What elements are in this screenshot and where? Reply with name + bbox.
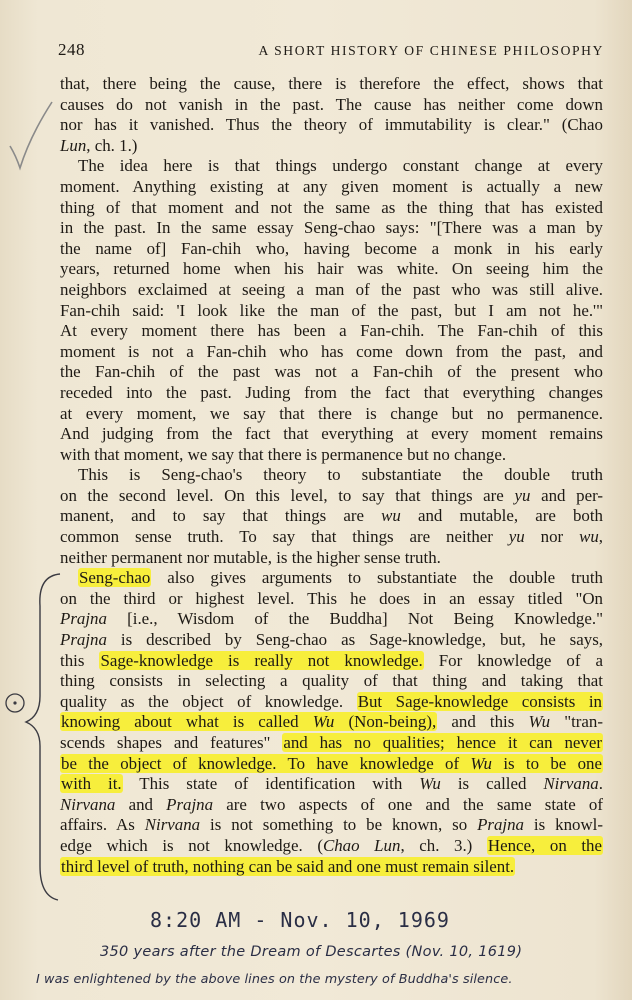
text-line: manent, and to say that things are wu and mutable, are both — [60, 506, 603, 526]
highlight: be the object of knowledge. To have knowledge of Wu is to be one — [61, 753, 603, 773]
text-line — [60, 857, 603, 878]
text-line: At every moment there has been a Fan-chih. The Fan-chih of this — [60, 321, 603, 341]
text-line: scends shapes and features" and has no qualities; hence it can never — [60, 733, 602, 752]
text-line: This is Seng-chao's theory to substantiate the double truth — [78, 465, 603, 485]
text-line: neighbors exclaimed at seeing a man of the past who was still alive. — [60, 279, 603, 299]
highlight: third level of truth, nothing can be said and one must remain silent. — [61, 856, 515, 876]
text-line: that, there being the cause, there is therefore the effect, shows that — [60, 74, 603, 93]
handwritten-time: 8:20 AM - Nov. 10, 1969 — [150, 908, 450, 932]
text-line: knowing about what is called Wu (Non-being), and this Wu "tran- — [61, 712, 603, 732]
highlight: and has no qualities; hence it can never — [283, 733, 602, 752]
highlight: Seng-chao — [79, 568, 151, 588]
text-line: Seng-chao also gives arguments to substantiate the double truth — [79, 568, 603, 588]
text-line: The idea here is that things undergo constant change at every — [78, 156, 603, 176]
text-line: neither permanent nor mutable, is the higher sense truth. — [60, 547, 441, 567]
text-line: at every moment, we say that there is change but no permanence. — [60, 403, 603, 423]
handwritten-line-2: 350 years after the Dream of Descartes (Nov. 10, 1619) — [100, 944, 523, 960]
text-line: nor has it vanished. Thus the theory of immutability is clear." (Chao — [60, 115, 603, 135]
page-header — [58, 40, 604, 60]
text-line: on the third or highest level. This he does in an essay titled "On — [60, 588, 603, 608]
text-line: years, returned home when his hair was white. On seeing him the — [60, 259, 603, 279]
text-line: affairs. As Nirvana is not something to be known, so Prajna is knowl- — [60, 815, 603, 835]
text-line: on the second level. On this level, to say that things are yu and per- — [60, 485, 603, 505]
text-line: causes do not vanish in the past. The cause has neither come down — [60, 94, 603, 114]
circled-dot-icon — [2, 690, 28, 716]
text-line: the Fan-chih of the past was not a Fan-chih of the present who — [60, 362, 603, 382]
text-line: Prajna [i.e., Wisdom of the Buddha] Not Being Knowledge." — [60, 609, 603, 629]
left-brace-icon — [18, 566, 64, 906]
text-line: Lun, ch. 1.) — [60, 135, 138, 155]
highlight: But Sage-knowledge consists in — [357, 691, 603, 711]
text-line: with that moment, we say that there is permanence but no change. — [60, 444, 507, 464]
highlight: with it. — [61, 774, 122, 794]
page-number: 248 — [58, 40, 85, 59]
text-line: Fan-chih said: 'I look like the man of the past, but I am not he.'" — [60, 300, 603, 320]
highlight: Sage-knowledge is really not knowledge. — [100, 650, 423, 670]
text-line: Prajna is described by Seng-chao as Sage-knowledge, but, he says, — [60, 630, 603, 650]
check-mark-icon — [4, 96, 56, 176]
text-line: with it. This state of identification with Wu is called Nirvana. — [61, 774, 603, 794]
running-title: A SHORT HISTORY OF CHINESE PHILOSOPHY — [258, 43, 604, 58]
text-line: thing consists in selecting a quality of that thing and taking that — [60, 671, 603, 691]
highlight: knowing about what is called Wu (Non-being), — [61, 712, 437, 732]
text-line — [60, 754, 603, 775]
text-line: this Sage-knowledge is really not knowledge. For knowledge of a — [60, 650, 603, 670]
text-line: Nirvana and Prajna are two aspects of one and the same state of — [60, 794, 603, 814]
text-line: moment. Anything existing at any given moment is actually a new — [60, 176, 603, 196]
handwritten-line-3: I was enlightened by the above lines on the mystery of Buddha's silence. — [36, 972, 513, 987]
text-line: quality as the object of knowledge. But Sage-knowledge consists in — [60, 691, 603, 711]
text-line: And judging from the fact that everything at every moment remains — [60, 424, 603, 444]
body-text — [60, 74, 603, 877]
highlight: Hence, on the — [487, 835, 602, 855]
text-line: edge which is not knowledge. (Chao Lun, ch. 3.) Hence, on the — [60, 835, 602, 855]
text-line: moment is not a Fan-chih who has come down from the past, and — [60, 341, 603, 361]
text-line: the name of] Fan-chih who, having become a monk in his early — [60, 238, 603, 258]
text-line: receded into the past. Juding from the fact that everything changes — [60, 382, 603, 402]
handwritten-notes — [0, 888, 632, 1000]
text-line: thing of that moment and not the same as the thing that has existed — [60, 197, 603, 217]
text-line: in the past. In the same essay Seng-chao says: "[There was a man by — [60, 218, 603, 238]
text-line: common sense truth. To say that things are neither yu nor wu, — [60, 527, 604, 547]
